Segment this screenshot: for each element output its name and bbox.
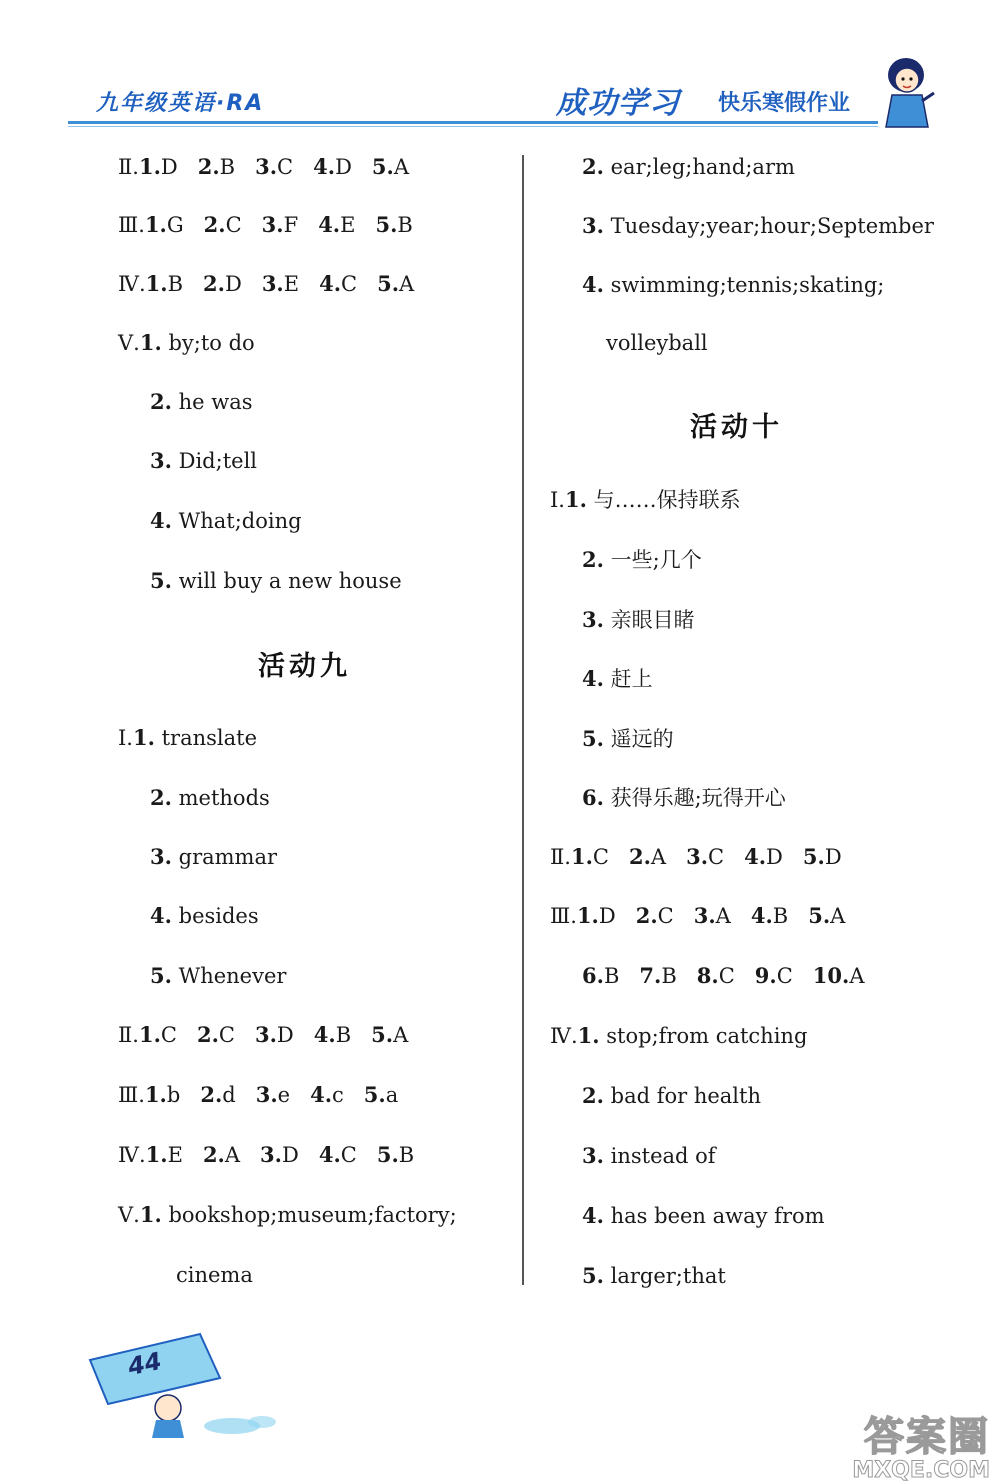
answer-V-3: 3. Did;tell <box>150 448 257 473</box>
answer-10-I-6: 6. 获得乐趣;玩得开心 <box>582 785 786 810</box>
girl-mascot-icon <box>876 55 938 130</box>
answer-row-IV: Ⅳ.1.B 2.D 3.E 4.C 5.A <box>118 271 415 296</box>
answer-10-row-III-b: 6.B 7.B 8.C 9.C 10.A <box>582 963 865 988</box>
section-title-10: 活动十 <box>690 412 783 443</box>
answer-10-row-II: Ⅱ.1.C 2.A 3.C 4.D 5.D <box>550 844 842 869</box>
answer-10-I-5: 5. 遥远的 <box>582 726 674 751</box>
answer-10-IV-5: 5. larger;that <box>582 1263 726 1288</box>
header-rule-thin <box>68 126 878 127</box>
answer-cont-3: 3. Tuesday;year;hour;September <box>582 213 934 238</box>
book-title: 九年级英语·RA <box>96 91 265 116</box>
section-title-9: 活动九 <box>258 651 351 682</box>
answer-9-I-2: 2. methods <box>150 785 270 810</box>
answer-10-IV-4: 4. has been away from <box>582 1203 825 1228</box>
answer-V-4: 4. What;doing <box>150 508 302 533</box>
answer-V-2: 2. he was <box>150 389 253 414</box>
answer-9-row-IV: Ⅳ.1.E 2.A 3.D 4.C 5.B <box>118 1142 415 1167</box>
answer-row-III: Ⅲ.1.G 2.C 3.F 4.E 5.B <box>118 212 413 237</box>
watermark-text: 答案圈 <box>864 1414 990 1460</box>
page-number-badge <box>82 1322 282 1442</box>
answer-10-IV-3: 3. instead of <box>582 1143 716 1168</box>
answer-10-IV-2: 2. bad for health <box>582 1083 761 1108</box>
answer-9-I-3: 3. grammar <box>150 844 278 869</box>
answer-10-I-1: Ⅰ.1. 与……保持联系 <box>550 487 741 512</box>
page-number: 44 <box>125 1346 164 1382</box>
column-divider <box>522 155 524 1285</box>
answer-cont-4: 4. swimming;tennis;skating; <box>582 272 885 297</box>
answer-10-I-3: 3. 亲眼目睹 <box>582 607 695 632</box>
answer-9-I-4: 4. besides <box>150 903 259 928</box>
answer-cont-4-line2: volleyball <box>606 331 708 355</box>
watermark-url: MXQE.COM <box>852 1458 990 1483</box>
brand-title: 成功学习 <box>556 86 680 121</box>
answer-10-I-2: 2. 一些;几个 <box>582 547 702 572</box>
answer-9-V-1-cont: cinema <box>176 1263 253 1287</box>
answer-9-I-1: Ⅰ.1. translate <box>118 725 258 750</box>
answer-9-row-III: Ⅲ.1.b 2.d 3.e 4.c 5.a <box>118 1082 399 1107</box>
series-subtitle: 快乐寒假作业 <box>718 91 851 116</box>
answer-V-1: Ⅴ.1. by;to do <box>118 330 255 355</box>
answer-10-IV-1: Ⅳ.1. stop;from catching <box>550 1023 808 1048</box>
answer-9-V-1: Ⅴ.1. bookshop;museum;factory; <box>118 1202 457 1227</box>
page-header <box>0 0 1000 140</box>
header-rule <box>68 121 878 124</box>
answer-10-row-III-a: Ⅲ.1.D 2.C 3.A 4.B 5.A <box>550 903 846 928</box>
answer-9-row-II: Ⅱ.1.C 2.C 3.D 4.B 5.A <box>118 1022 409 1047</box>
answer-row-II: Ⅱ.1.D 2.B 3.C 4.D 5.A <box>118 154 410 179</box>
boy-holding-sign-icon <box>82 1322 282 1442</box>
answer-10-I-4: 4. 赶上 <box>582 666 653 691</box>
answer-V-5: 5. will buy a new house <box>150 568 402 593</box>
answer-cont-2: 2. ear;leg;hand;arm <box>582 154 795 179</box>
answer-9-I-5: 5. Whenever <box>150 963 287 988</box>
watermark-logo <box>775 1405 990 1483</box>
